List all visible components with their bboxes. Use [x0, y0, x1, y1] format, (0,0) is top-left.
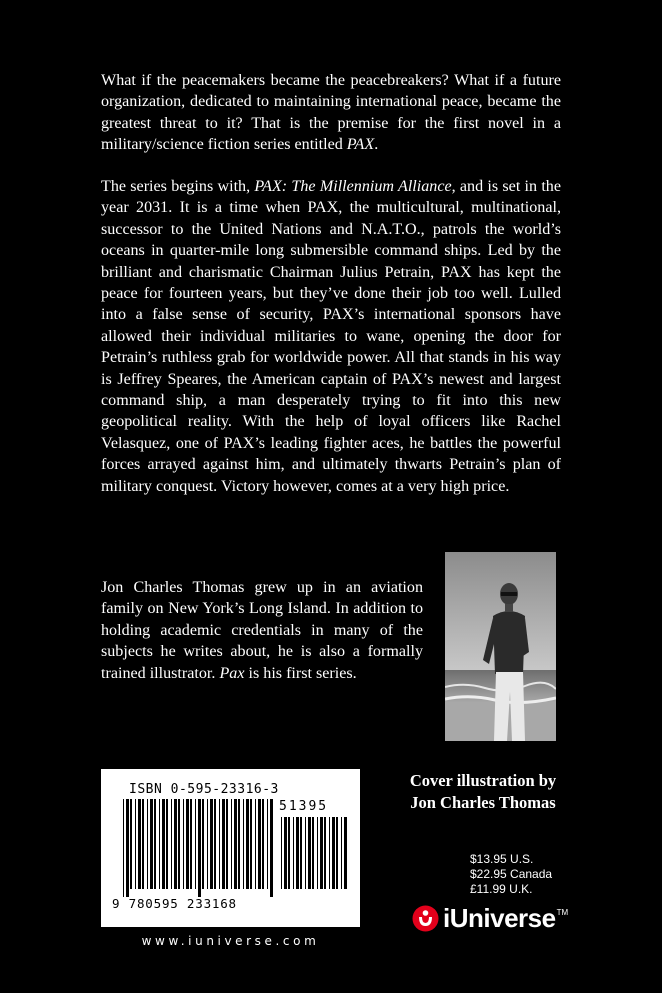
barcode-bar — [207, 799, 208, 889]
barcode-bar — [255, 799, 256, 889]
barcode-bar — [312, 817, 314, 889]
barcode-bar — [281, 817, 282, 889]
barcode-bar — [320, 817, 323, 889]
barcode-bar — [231, 799, 232, 889]
barcode-bar — [238, 799, 240, 889]
barcode-bar — [123, 799, 124, 897]
series-name: Pax — [219, 664, 245, 682]
barcode-bar — [288, 817, 290, 889]
author-photo — [445, 552, 556, 741]
barcode-bar — [267, 799, 268, 889]
price-canada: $22.95 Canada — [470, 867, 553, 881]
publisher-name: iUniverse — [443, 902, 556, 933]
barcode-bar — [198, 799, 201, 897]
synopsis-intro: What if the peacemakers became the peacebreakers? What if a future organization, dedicated to maintaining international peace, became the greatest threat to it? That is the premise for the first novel in a military/science fiction series entitled PAX. — [101, 72, 561, 154]
barcode-bar — [332, 817, 335, 889]
barcode-bar — [171, 799, 172, 889]
barcode-bar — [186, 799, 189, 889]
barcode-bar — [317, 817, 318, 889]
barcode-bar — [308, 817, 311, 889]
isbn-number: ISBN 0-595-23316-3 — [129, 782, 279, 797]
barcode-bar — [300, 817, 302, 889]
website-url: www.iuniverse.com — [141, 934, 320, 948]
barcode-bar — [243, 799, 244, 889]
cover-credit-line2: Jon Charles Thomas — [410, 793, 556, 812]
barcode-bar — [234, 799, 237, 889]
barcode-bar — [147, 799, 148, 889]
barcode-bar — [154, 799, 156, 889]
barcode-bar — [166, 799, 168, 889]
barcode-bar — [284, 817, 287, 889]
barcode-bar — [296, 817, 299, 889]
barcode-bar — [341, 817, 342, 889]
barcode-bar — [329, 817, 330, 889]
barcode-bar — [344, 817, 347, 889]
barcode-bar — [162, 799, 165, 889]
barcode-bar — [222, 799, 225, 889]
publisher-logo — [412, 903, 568, 933]
series-title-short: PAX — [346, 136, 375, 154]
cover-credit — [400, 770, 566, 814]
ean-digits: 9 780595 233168 — [112, 896, 237, 911]
barcode-bar — [258, 799, 261, 889]
barcode-bar — [214, 799, 216, 889]
barcode-bar — [324, 817, 326, 889]
barcode-bar — [202, 799, 204, 889]
barcode-bar — [126, 799, 129, 897]
barcode-bar — [305, 817, 306, 889]
barcode-bar — [150, 799, 153, 889]
barcode-bar — [142, 799, 144, 889]
barcode-bar — [190, 799, 192, 889]
barcode-bar — [183, 799, 184, 889]
barcode-bar — [159, 799, 160, 889]
barcode-bar — [293, 817, 294, 889]
price-uk: £11.99 U.K. — [470, 882, 533, 896]
barcode-bar — [174, 799, 177, 889]
iuniverse-logo-icon — [412, 905, 439, 932]
book-title: PAX: The Millennium Alliance — [254, 178, 452, 195]
price-us: $13.95 U.S. — [470, 852, 534, 866]
barcode-bar — [270, 799, 273, 897]
trademark-mark: TM — [556, 908, 569, 917]
barcode-bar — [135, 799, 136, 889]
synopsis-series: The series begins with, PAX: The Millennium Alliance, and is set in the year 2031. It is a time when PAX, the multicultural, multinational, successor to the United Nations and N.A.T.O., patrols the world’s oceans in quarter-mile long submersible command ships. Led by the brilliant and charismatic Chairman Julius Petrain, PAX has kept the peace for fourteen years, but they’ve done their job too well. Lulled into a false sense of security, PAX’s international sponsors have allowed their individual militaries to wane, opening the door for Petrain’s ruthless grab for worldwide power. All that stands in his way is Jeffrey Speares, the American captain of PAX’s newest and largest command ship, a man desperately trying to fit into this new geopolitical reality. With the help of loyal officers like Rachel Velasquez, one of PAX’s leading fighter aces, he battles the powerful forces arrayed against him, and ultimately thwarts Petrain’s plan of military conquest. Victory however, comes at a very high price. — [101, 178, 561, 495]
barcode-bar — [336, 817, 338, 889]
barcode-bar — [250, 799, 252, 889]
price-code: 51395 — [279, 799, 329, 814]
barcode-bar — [130, 799, 132, 889]
author-photo-image — [445, 552, 556, 741]
barcode-bar — [219, 799, 220, 889]
price-list — [470, 852, 552, 897]
barcode-bar — [138, 799, 141, 889]
barcode-bar — [226, 799, 228, 889]
barcode-bar — [262, 799, 264, 889]
cover-credit-line1: Cover illustration by — [409, 771, 557, 790]
author-bio: Jon Charles Thomas grew up in an aviation family on New York’s Long Island. In addition to holding academic credentials in many of the subjects he writes about, he is also a formally trained illustrator. Pax is his first series. — [101, 579, 423, 682]
barcode-bar — [210, 799, 213, 889]
isbn-barcode — [101, 769, 360, 927]
barcode-bar — [178, 799, 180, 889]
barcode-bar — [246, 799, 249, 889]
barcode-bar — [195, 799, 196, 889]
